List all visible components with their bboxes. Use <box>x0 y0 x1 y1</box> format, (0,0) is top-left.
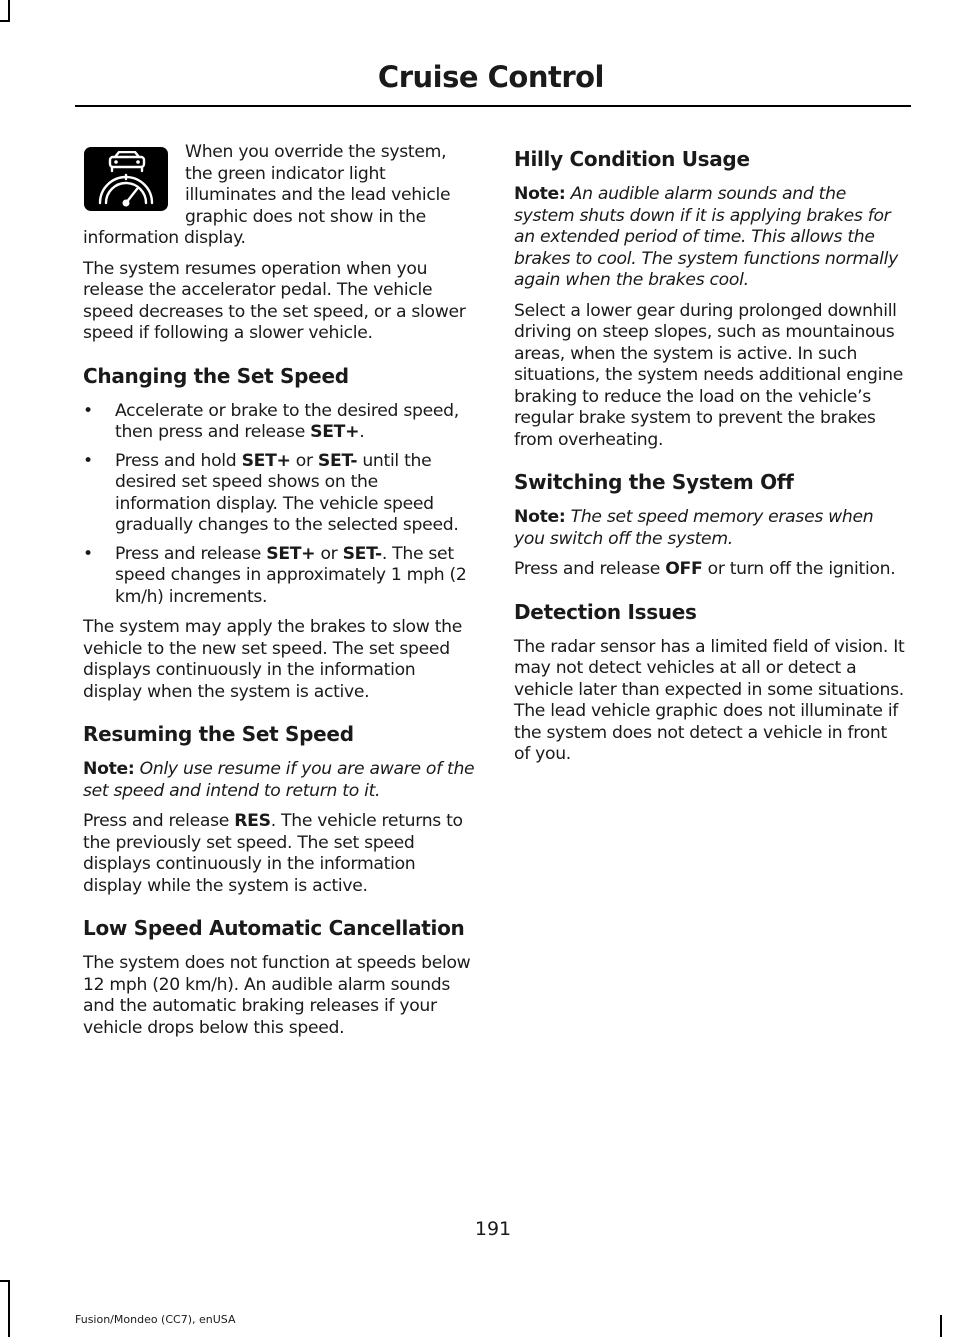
list-item <box>83 544 475 609</box>
note-label: Note: <box>514 184 566 204</box>
off-text <box>514 559 908 581</box>
key-label: SET+ <box>310 422 360 442</box>
crop-mark <box>0 20 10 22</box>
crop-mark <box>0 1280 10 1282</box>
lead-vehicle-indicator-icon <box>84 147 168 211</box>
crop-mark <box>8 1280 10 1337</box>
key-label: OFF <box>665 559 703 579</box>
heading-hilly-condition: Hilly Condition Usage <box>514 147 750 171</box>
header-rule <box>75 105 911 107</box>
note-label: Note: <box>83 759 135 779</box>
lower-gear-text: Select a lower gear during prolonged downhill driving on steep slopes, such as mountainous areas, when the system is active. In such situations, the system needs additional engine braking to reduce the load on the vehicle’s regular brake system to prevent the brakes from overheating. <box>514 300 903 450</box>
text: . <box>359 422 365 442</box>
note-off <box>514 507 908 550</box>
note-text: The set speed memory erases when you switch off the system. <box>514 507 874 549</box>
text: until the desired set speed shows on the information display. The vehicle speed gradually changes to the selected speed. <box>115 450 459 535</box>
brakes-text: The system may apply the brakes to slow the vehicle to the new set speed. The set speed displays continuously in the information display when the system is active. <box>83 617 463 702</box>
note-resume <box>83 759 475 802</box>
key-label: SET+ <box>266 543 316 564</box>
note-hilly <box>514 184 908 292</box>
detection-text: The radar sensor has a limited field of vision. It may not detect vehicles at all or detect a vehicle later than expected in some situations. The lead vehicle graphic does not illuminate if the system does not detect a vehicle in front of you. <box>514 636 905 764</box>
text: Press and release <box>514 559 666 579</box>
heading-low-speed-cancellation: Low Speed Automatic Cancellation <box>83 916 465 940</box>
text: or <box>290 450 318 471</box>
crop-mark <box>940 1315 942 1337</box>
page-title: Cruise Control <box>377 60 604 94</box>
key-label: SET+ <box>241 450 291 471</box>
left-column <box>83 142 475 1048</box>
text: Accelerate or brake to the desired speed, then press and release <box>115 400 459 442</box>
text: Press and hold <box>115 450 242 471</box>
footer-label: Fusion/Mondeo (CC7), enUSA <box>75 1313 236 1326</box>
bullet: • <box>83 450 93 471</box>
note-label: Note: <box>514 507 566 527</box>
page-number: 191 <box>474 1218 512 1240</box>
heading-detection-issues: Detection Issues <box>514 599 697 624</box>
list-item <box>83 401 475 444</box>
heading-changing-set-speed: Changing the Set Speed <box>83 363 349 388</box>
text: Press and release <box>115 543 267 564</box>
low-speed-text: The system does not function at speeds below 12 mph (20 km/h). An audible alarm sounds and the automatic braking releases if your vehicle drops below this speed. <box>83 953 471 1038</box>
bullet: • <box>83 543 93 564</box>
key-label: SET- <box>317 450 358 471</box>
text: or turn off the ignition. <box>702 559 896 579</box>
note-text: Only use resume if you are aware of the set speed and intend to return to it. <box>83 759 475 801</box>
resume-operation-text: The system resumes operation when you release the accelerator pedal. The vehicle speed decreases to the set speed, or a slower speed if following a slower vehicle. <box>83 258 466 343</box>
note-text: An audible alarm sounds and the system shuts down if it is applying brakes for an extended period of time. This allows the brakes to cool. The system functions normally again when the brakes cool. <box>514 184 898 290</box>
intro-text: When you override the system, the green indicator light illuminates and the lead vehicle graphic does not show in the information display. <box>83 142 451 248</box>
heading-switching-off: Switching the System Off <box>514 470 794 494</box>
text: . The set speed changes in approximately 1 mph (2 km/h) increments. <box>115 543 467 607</box>
text: or <box>315 543 343 564</box>
bullet: • <box>83 400 93 421</box>
intro-block <box>83 142 475 259</box>
list-item <box>83 451 475 537</box>
res-text <box>83 811 475 897</box>
key-label: RES <box>234 811 271 831</box>
set-speed-list <box>83 401 475 609</box>
key-label: SET- <box>342 543 382 564</box>
right-column <box>514 142 908 775</box>
text: . The vehicle returns to the previously set speed. The set speed displays continuously in the information display while the system is active. <box>83 811 463 896</box>
text: Press and release <box>83 811 235 831</box>
heading-resuming-set-speed: Resuming the Set Speed <box>83 722 354 746</box>
crop-mark <box>8 0 10 22</box>
